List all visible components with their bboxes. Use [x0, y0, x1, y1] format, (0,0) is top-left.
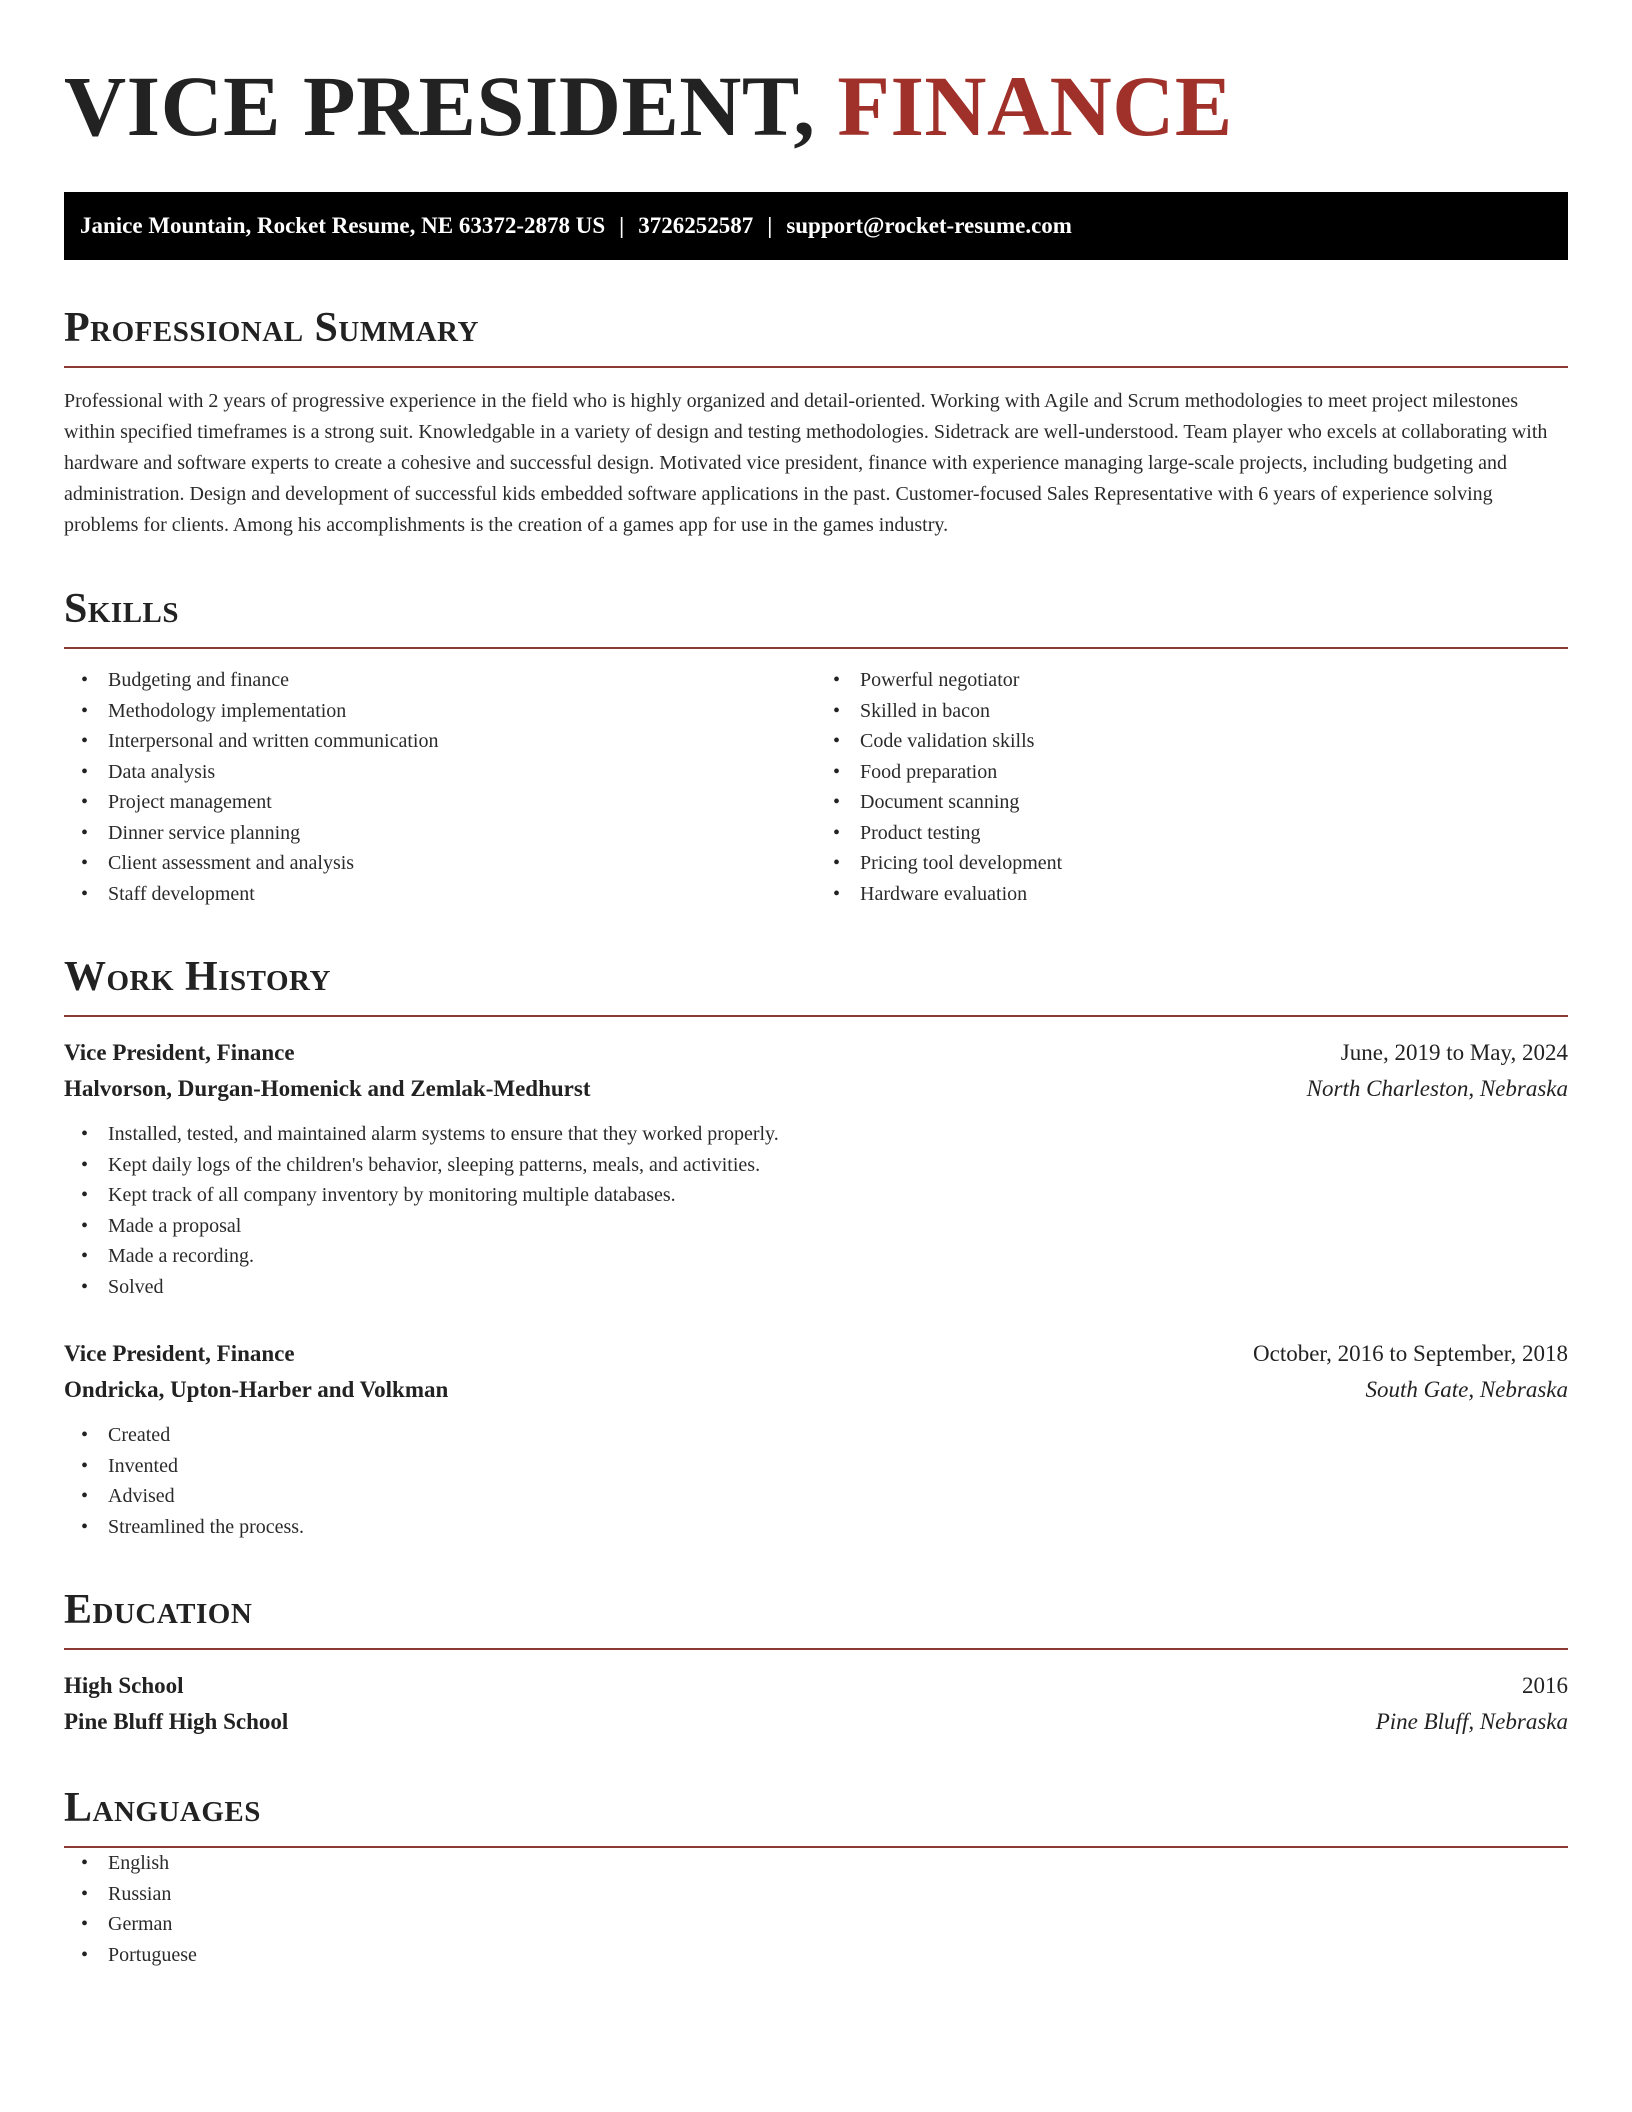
skill-item: • Data analysis [64, 757, 816, 788]
section-heading-skills: Skills [64, 585, 1568, 649]
skills-list-left [64, 665, 816, 909]
skill-item: • Skilled in bacon [816, 696, 1568, 727]
skills-grid [64, 665, 1568, 909]
job-duties-list [64, 1420, 1568, 1542]
title-main: VICE PRESIDENT, [64, 58, 838, 154]
contact-bar [64, 192, 1568, 260]
education-location: Pine Bluff, Nebraska [1375, 1709, 1568, 1734]
language-item: • Portuguese [64, 1940, 1568, 1971]
skill-item: • Code validation skills [816, 726, 1568, 757]
education-degree: High School [64, 1673, 184, 1698]
education-school: Pine Bluff High School [64, 1709, 289, 1734]
job-duty-item: • Streamlined the process. [64, 1512, 1568, 1543]
language-item: • English [64, 1848, 1568, 1879]
job-dates: October, 2016 to September, 2018 [1253, 1341, 1568, 1366]
language-item: • German [64, 1909, 1568, 1940]
job-company: Halvorson, Durgan-Homenick and Zemlak-Medhurst [64, 1076, 591, 1101]
job-title: Vice President, Finance [64, 1040, 295, 1065]
job-duty-item: • Kept track of all company inventory by monitoring multiple databases. [64, 1180, 1568, 1211]
skill-item: • Project management [64, 787, 816, 818]
skill-item: • Methodology implementation [64, 696, 816, 727]
job-location: South Gate, Nebraska [1365, 1377, 1568, 1402]
skill-item: • Product testing [816, 818, 1568, 849]
skill-item: • Interpersonal and written communication [64, 726, 816, 757]
job-company-row [64, 1071, 1568, 1107]
contact-separator: | [619, 213, 625, 238]
job-duties-list [64, 1119, 1568, 1302]
job-duty-item: • Invented [64, 1451, 1568, 1482]
summary-text: Professional with 2 years of progressive experience in the field who is highly organized and detail-oriented. Working with Agile and Scrum methodologies to meet project milestones within specified timeframes is a strong suit. Knowledgable in a variety of design and testing methodologies. Sidetrack are well-understood. Team player who excels at collaborating with hardware and software experts to create a cohesive and successful design. Motivated vice president, finance with experience managing large-scale projects, including budgeting and administration. Design and development of successful kids embedded software applications in the past. Customer-focused Sales Representative with 6 years of experience solving problems for clients. Among his accomplishments is the creation of a games app for use in the games industry. [64, 390, 1548, 536]
skill-item: • Hardware evaluation [816, 879, 1568, 910]
job-company-row [64, 1372, 1568, 1408]
job-duty-item: • Solved [64, 1272, 1568, 1303]
job-duty-item: • Made a proposal [64, 1211, 1568, 1242]
section-heading-languages: Languages [64, 1784, 1568, 1848]
skill-item: • Client assessment and analysis [64, 848, 816, 879]
job-dates: June, 2019 to May, 2024 [1340, 1040, 1568, 1065]
contact-phone: 3726252587 [638, 213, 754, 238]
skills-list-right [816, 665, 1568, 909]
skill-item: • Document scanning [816, 787, 1568, 818]
job-duty-item: • Made a recording. [64, 1241, 1568, 1272]
skill-item: • Food preparation [816, 757, 1568, 788]
section-heading-education: Education [64, 1586, 1568, 1650]
skill-item: • Budgeting and finance [64, 665, 816, 696]
skill-item: • Pricing tool development [816, 848, 1568, 879]
skill-item: • Powerful negotiator [816, 665, 1568, 696]
contact-separator: | [767, 213, 773, 238]
job-header-row [64, 1035, 1568, 1071]
education-degree-row [64, 1668, 1568, 1704]
contact-email: support@rocket-resume.com [786, 213, 1072, 238]
education-entry [64, 1668, 1568, 1740]
job-title: Vice President, Finance [64, 1341, 295, 1366]
skill-item: • Dinner service planning [64, 818, 816, 849]
education-school-row [64, 1704, 1568, 1740]
job-duty-item: • Installed, tested, and maintained alarm systems to ensure that they worked properly. [64, 1119, 1568, 1150]
job-duty-item: • Created [64, 1420, 1568, 1451]
job-company: Ondricka, Upton-Harber and Volkman [64, 1377, 449, 1402]
title-accent: FINANCE [837, 58, 1233, 154]
language-item: • Russian [64, 1879, 1568, 1910]
job-duty-item: • Kept daily logs of the children's behavior, sleeping patterns, meals, and activities. [64, 1150, 1568, 1181]
job-entry [64, 1336, 1568, 1542]
section-heading-summary: Professional Summary [64, 304, 1568, 368]
job-header-row [64, 1336, 1568, 1372]
languages-list [64, 1848, 1568, 1970]
skills-column-right [816, 665, 1568, 909]
resume-title [64, 56, 1568, 156]
job-location: North Charleston, Nebraska [1306, 1076, 1568, 1101]
contact-address: Janice Mountain, Rocket Resume, NE 63372-2878 US [80, 213, 606, 238]
skill-item: • Staff development [64, 879, 816, 910]
section-heading-work-history: Work History [64, 953, 1568, 1017]
job-entry [64, 1035, 1568, 1302]
skills-column-left [64, 665, 816, 909]
job-duty-item: • Advised [64, 1481, 1568, 1512]
education-year: 2016 [1522, 1673, 1568, 1698]
